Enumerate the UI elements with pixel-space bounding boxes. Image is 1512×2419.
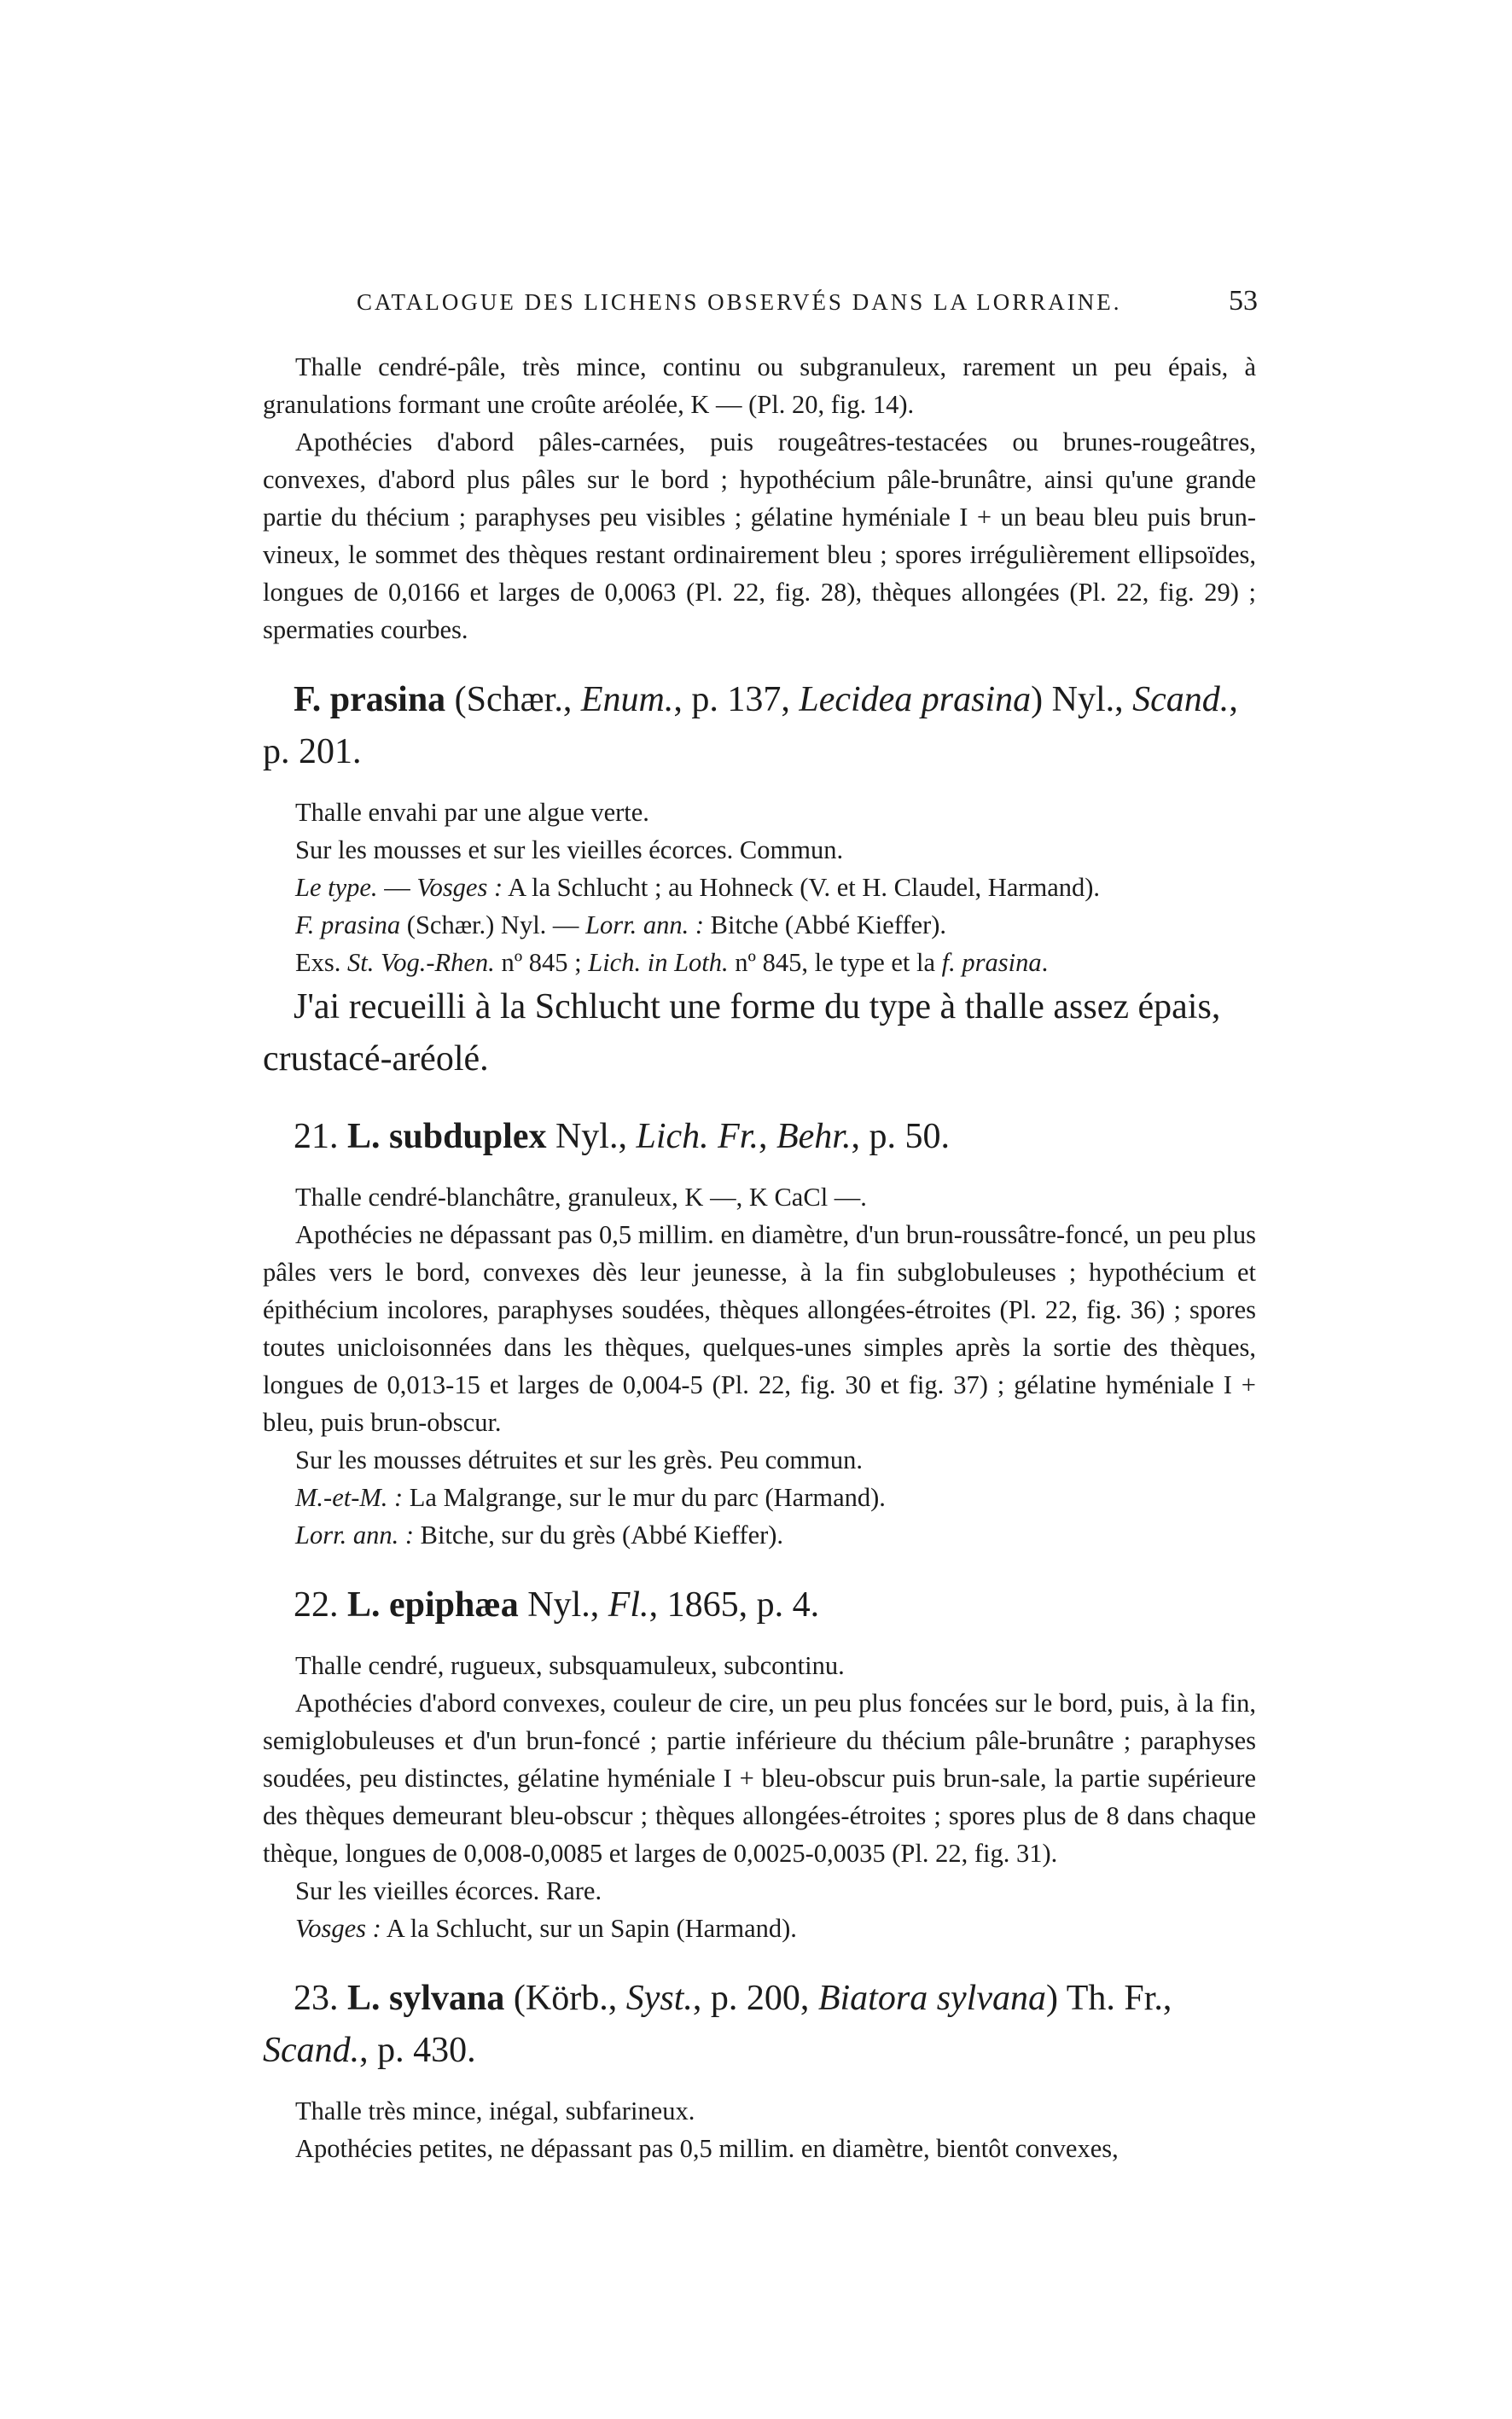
taxon-name: F. prasina <box>294 680 446 719</box>
running-title: CATALOGUE DES LICHENS OBSERVÉS DANS LA LORRAINE. <box>357 289 1122 315</box>
paragraph-fp-forma: F. prasina (Schær.) Nyl. — Lorr. ann. : Bitche (Abbé Kieffer). <box>295 910 947 939</box>
paragraph-21-thalle: Thalle cendré-blanchâtre, granuleux, K —, K CaCl —. <box>295 1183 867 1212</box>
taxon-name: L. subduplex <box>347 1117 547 1156</box>
taxon-name: L. sylvana <box>347 1979 505 2018</box>
paragraph-fp-note: J'ai recueilli à la Schlucht une forme du type à thalle assez épais, crustacé-aréolé. <box>263 987 1221 1079</box>
paragraph-fp-exsiccata: Exs. St. Vog.-Rhen. nº 845 ; Lich. in Loth. nº 845, le type et la f. prasina. <box>295 948 1049 977</box>
running-header <box>357 285 1258 317</box>
heading-species-21: 21. L. subduplex Nyl., Lich. Fr., Behr., p. 50. <box>294 1117 950 1156</box>
heading-f-prasina: F. prasina (Schær., Enum., p. 137, Lecidea prasina) Nyl., Scand., p. 201. <box>263 680 1238 771</box>
heading-species-23: 23. L. sylvana (Körb., Syst., p. 200, Biatora sylvana) Th. Fr., Scand., p. 430. <box>263 1979 1172 2070</box>
paragraph-fp-type: Le type. — Vosges : A la Schlucht ; au Hohneck (V. et H. Claudel, Harmand). <box>295 873 1101 902</box>
paragraph-22-apothecies: Apothécies d'abord convexes, couleur de cire, un peu plus foncées sur le bord, puis, à la fin, semiglobuleuses et d'un brun-foncé ; partie inférieure du thécium pâle-brunâtre ; paraphyses soudées, peu distinctes, gélatine hyméniale I + bleu-obscur puis brun-sale, la partie supérieure des thèques demeurant bleu-obscur ; thèques allongées-étroites ; spores plus de 8 dans chaque thèque, longues de 0,008-0,0085 et larges de 0,0025-0,0035 (Pl. 22, fig. 31). <box>263 1689 1256 1868</box>
paragraph-apothecies: Apothécies d'abord pâles-carnées, puis rougeâtres-testacées ou brunes-rougeâtres, convexes, d'abord plus pâles sur le bord ; hypothécium pâle-brunâtre, ainsi qu'une grande partie du thécium ; paraphyses peu visibles ; gélatine hyméniale I + un beau bleu puis brun-vineux, le sommet des thèques restant ordinairement bleu ; spores irrégulièrement ellipsoïdes, longues de 0,0166 et larges de 0,0063 (Pl. 22, fig. 28), thèques allongées (Pl. 22, fig. 29) ; spermaties courbes. <box>263 427 1256 644</box>
page-number: 53 <box>1229 285 1258 317</box>
taxon-name: L. epiphæa <box>347 1585 519 1625</box>
paragraph-21-locality-1: M.-et-M. : La Malgrange, sur le mur du parc (Harmand). <box>295 1483 886 1512</box>
paragraph-fp-thalle: Thalle envahi par une algue verte. <box>295 798 649 827</box>
paragraph-23-apothecies: Apothécies petites, ne dépassant pas 0,5 millim. en diamètre, bientôt convexes, <box>295 2134 1119 2163</box>
paragraph-thalle: Thalle cendré-pâle, très mince, continu ou subgranuleux, rarement un peu épais, à granulations formant une croûte aréolée, K — (Pl. 20, fig. 14). <box>263 352 1256 419</box>
paragraph-21-habitat: Sur les mousses détruites et sur les grès. Peu commun. <box>295 1445 863 1474</box>
paragraph-21-apothecies: Apothécies ne dépassant pas 0,5 millim. en diamètre, d'un brun-roussâtre-foncé, un peu plus pâles vers le bord, convexes dès leur jeunesse, à la fin subglobuleuses ; hypothécium et épithécium incolores, paraphyses soudées, thèques allongées-étroites (Pl. 22, fig. 36) ; spores toutes unicloisonnées dans les thèques, quelques-unes simples après la sortie des thèques, longues de 0,013-15 et larges de 0,004-5 (Pl. 22, fig. 30 et fig. 37) ; gélatine hyméniale I + bleu, puis brun-obscur. <box>263 1220 1256 1437</box>
paragraph-23-thalle: Thalle très mince, inégal, subfarineux. <box>295 2096 695 2125</box>
text-column <box>263 348 1256 2167</box>
paragraph-22-habitat: Sur les vieilles écorces. Rare. <box>295 1876 602 1905</box>
paragraph-21-locality-2: Lorr. ann. : Bitche, sur du grès (Abbé Kieffer). <box>295 1521 784 1550</box>
paragraph-22-thalle: Thalle cendré, rugueux, subsquamuleux, subcontinu. <box>295 1651 845 1680</box>
heading-species-22: 22. L. epiphæa Nyl., Fl., 1865, p. 4. <box>294 1585 820 1625</box>
paragraph-fp-habitat: Sur les mousses et sur les vieilles écorces. Commun. <box>295 835 844 864</box>
paragraph-22-locality: Vosges : A la Schlucht, sur un Sapin (Harmand). <box>295 1914 797 1943</box>
